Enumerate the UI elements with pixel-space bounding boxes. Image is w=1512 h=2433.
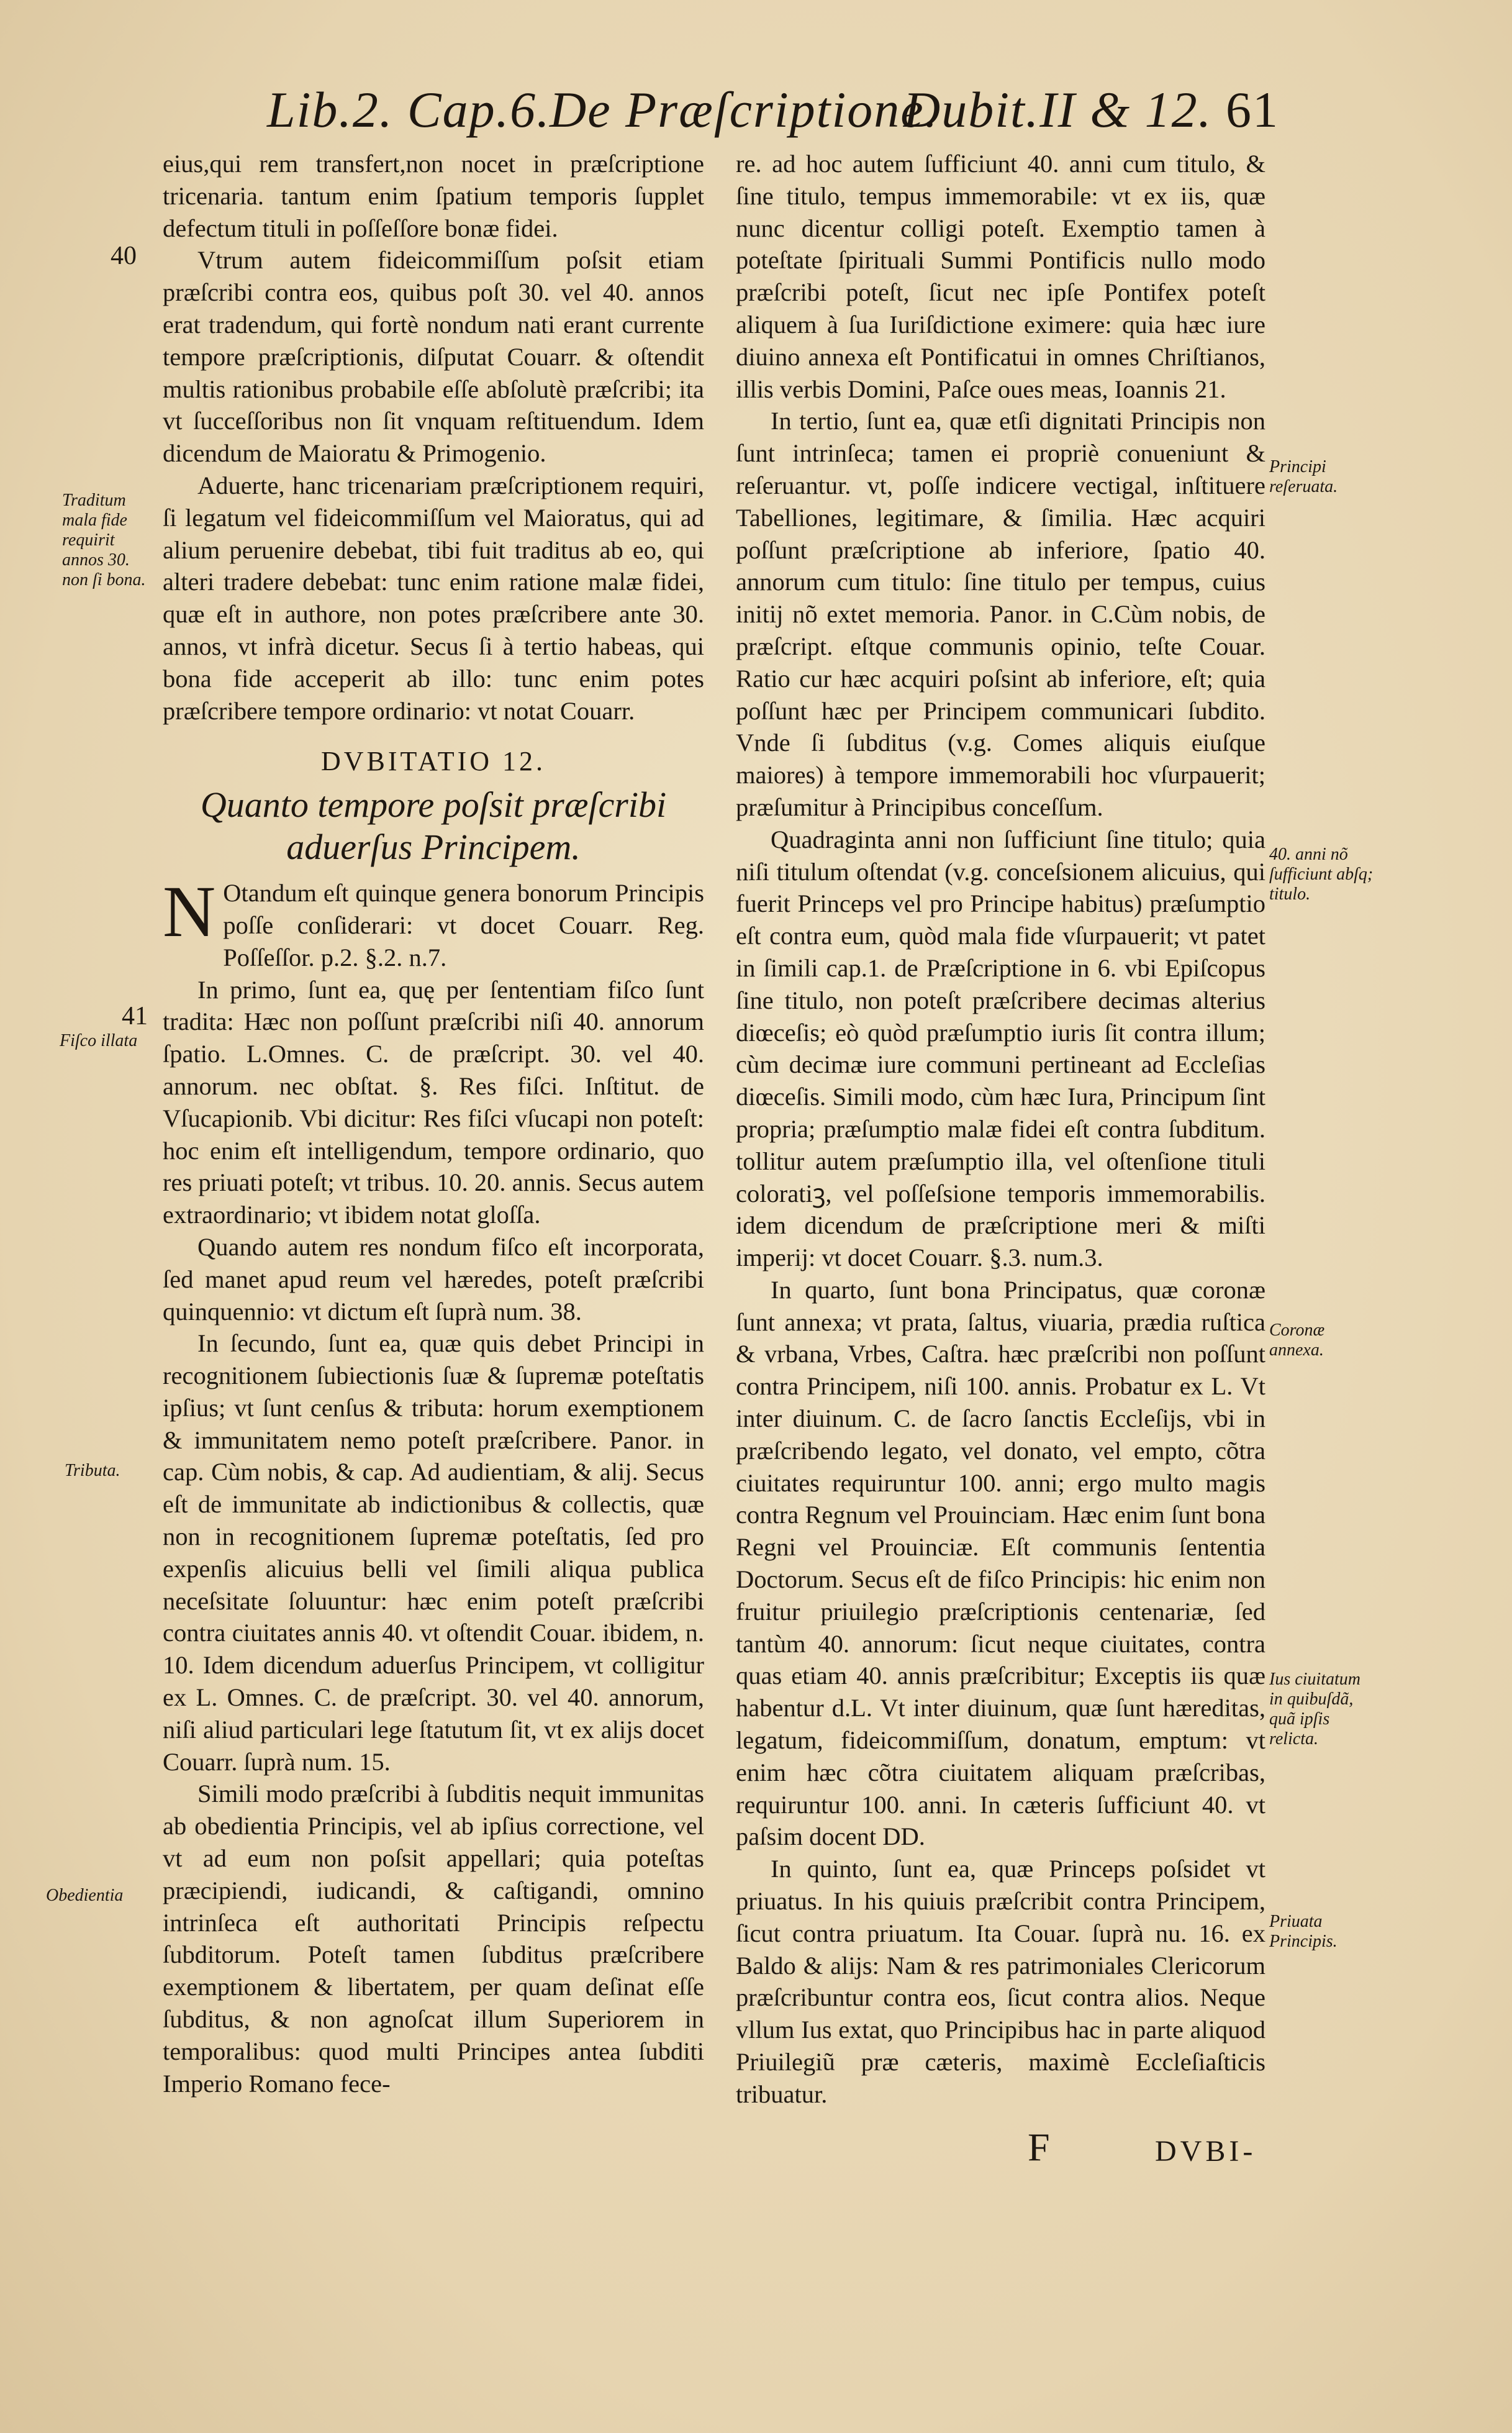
- margin-note-obedientia: Obedientia: [46, 1886, 124, 1905]
- signature-mark: F: [1028, 2125, 1050, 2169]
- page-number: 61: [1226, 81, 1279, 138]
- paragraph: Quadraginta anni non ſufficiunt ſine titulo; quia niſi titulum oſtendat (v.g. conceſsionem alicuius, qui fuerit Princeps vel pro Principe habitus) præſumptio eſt contra eum, quòd mala fide vſurpauerit; vt patet in ſimili cap.1. de Præſcriptione in 6. vbi Epiſcopus ſine titulo, non poteſt præſcribere decimas alterius diœceſis; eò quòd præſumptio iuris ſit contra illum; cùm decimæ iure communi pertineant ad Eccleſias diœceſis. Simili modo, cùm hæc Iura, Principum ſint propria; præſumptio malæ fidei eſt contra ſubditum. tollitur autem præſumptio illa, vel oſtenſione tituli coloratiꝫ, vel poſſeſsione temporis immemorabilis. idem dicendum de præſcriptione meri & miſti imperij: vt docet Couarr. §.3. num.3.: [736, 825, 1265, 1272]
- running-header: [267, 75, 1279, 149]
- paragraph: In ſecundo, ſunt ea, quæ quis debet Principi in recognitionem ſubiectionis ſuæ & ſupremæ poteſtatis ipſius; vt ſunt cenſus & tributa: horum exemptionem & immunitatem nemo poteſt præſcribere. Panor. in cap. Cùm nobis, & cap. Ad audientiam, & alij. Secus eſt de immunitate ab indictionibus & collectis, quæ non in recognitionem ſupremæ poteſtatis, ſed pro expenſis alicuius belli vel ſimili aliqua publica neceſsitate ſoluuntur: hæc enim poteſt præſcribi contra ciuitates annis 40. vt oſtendit Couar. ibidem, n. 10. Idem dicendum aduerſus Principem, vt colligitur ex L. Omnes. C. de præſcript. 30. vel 40. annorum, niſi aliud particulari lege ſtatutum ſit, vt ex alijs docet Couarr. ſuprà num. 15.: [163, 1329, 704, 1776]
- right-column: [736, 148, 1265, 2111]
- header-book-chapter: Lib.2. Cap.6.: [267, 81, 551, 138]
- paragraph: re. ad hoc autem ſufficiunt 40. anni cum titulo, & ſine titulo, tempus immemorabile: vt ex iis, quæ nunc dicentur colligi poteſt. Exemptio tamen à poteſtate ſpirituali Summi Pontificis nullo modo præſcribi poteſt, ſicut nec ipſe Pontifex poteſt aliquem à ſua Iuriſdictione eximere: quia hæc iure diuino annexa eſt Pontificatui in omnes Chriſtianos, illis verbis Domini, Paſce oues meas, Ioannis 21.: [736, 150, 1265, 403]
- catchword: DVBI-: [1155, 2135, 1257, 2168]
- margin-note-privata-principis: Priuata Principis.: [1269, 1912, 1338, 1951]
- margin-note-fisco: Fiſco illata: [60, 1031, 138, 1050]
- dubitatio-heading: DVBITATIO 12.: [320, 746, 546, 777]
- paragraph: In tertio, ſunt ea, quæ etſi dignitati Principis non ſunt intrinſeca; tamen ei propriè conueniunt & reſeruantur. vt, poſſe indicere vectigal, inſtituere Tabelliones, legitimare, & ſimilia. Hæc acquiri poſſunt præſcriptione ab inferiore, ſpatio 40. annorum cum titulo: ſine titulo per tempus, cuius initij nõ extet memoria. Panor. in C.Cùm nobis, de præſcript. eſtque communis opinio, teſte Couar. Ratio cur hæc acquiri poſsint ab inferiore, eſt; quia poſſunt hæc per Principem communicari ſubdito. Vnde ſi ſubditus (v.g. Comes aliquis eiuſque maiores) à tempore immemorabili hoc vſurpauerit; præſumitur à Principibus conceſſum.: [736, 407, 1265, 821]
- paragraph: Vtrum autem fideicommiſſum poſsit etiam præſcribi contra eos, quibus poſt 30. vel 40. annos erat tradendum, qui fortè nondum nati erant currente tempore præſcriptionis, diſputat Couarr. & oſtendit multis rationibus probabile eſſe abſolutè præſcribi; ita vt ſucceſſoribus non ſit vnquam reſtituendum. Idem dicendum de Maioratu & Primogenio.: [163, 246, 704, 468]
- dubitatio-title: Quanto tempore poſsit præſcribi aduerſus Principem.: [200, 784, 667, 868]
- paragraph: In quarto, ſunt bona Principatus, quæ coronæ ſunt annexa; vt prata, ſaltus, viuaria, prædia ruſtica & vrbana, Vrbes, Caſtra. hæc præſcribi non poſſunt contra Principem, niſi 100. annis. Probatur ex L. Vt inter diuinum. C. de ſacro ſanctis Eccleſijs, vbi in præſcribendo legato, vel donato, vel empto, cõtra ciuitates requiruntur 100. anni; ergo multo magis contra Regnum vel Prouinciam. Hæc enim ſunt bona Regni vel Prouinciæ. Eſt communis ſententia Doctorum. Secus eſt de fiſco Principis: hic enim non fruitur priuilegio præſcriptionis centenariæ, ſed tantùm 40. annorum: ſicut neque ciuitates, contra quas etiam 40. annis præſcribitur; Exceptis iis quæ habentur d.L. Vt inter diuinum, quæ ſunt hæreditas, legatum, fideicommiſſum, donatum, emptum: vt enim hæc cõtra ciuitatem aliquam præſcribas, requiruntur 100. anni. In cæteris ſufficiunt 40. vt paſsim docent DD.: [736, 1275, 1265, 1851]
- left-column: [163, 148, 704, 2099]
- header-dubitationes: Dubit.II & 12.: [903, 81, 1213, 138]
- margin-note-tributa: Tributa.: [65, 1461, 120, 1480]
- margin-number-40: 40: [111, 242, 137, 270]
- paragraph: Quando autem res nondum fiſco eſt incorporata, ſed manet apud reum vel hæredes, poteſt præſcribi quinquennio: vt dictum eſt ſuprà num. 38.: [163, 1232, 704, 1326]
- paragraph-with-dropcap: [163, 871, 704, 973]
- paragraph: Simili modo præſcribi à ſubditis nequit immunitas ab obedientia Principis, vel ab ipſius correctione, vel vt ad eum non poſsit appellari; quia poteſtas præcipiendi, iudicandi, & caſtigandi, omnino intrinſeca eſt authoritati Principis reſpectu ſubditorum. Poteſt tamen ſubditus præſcribere exemptionem & libertatem, per quam deſinat eſſe ſubditus, & non agnoſcat illum Superiorem in temporalibus: quod multi Principes antea ſubditi Imperio Romano fece-: [163, 1780, 704, 2098]
- paragraph-text: Otandum eſt quinque genera bonorum Principis poſſe conſiderari: vt docet Couarr. Reg. Poſſeſſor. p.2. §.2. n.7.: [223, 879, 704, 971]
- paragraph: In quinto, ſunt ea, quæ Princeps poſsidet vt priuatus. In his quiuis præſcribit contra Principem, ſicut contra priuatum. Ita Couar. ſuprà nu. 16. ex Baldo & alijs: Nam & res patrimoniales Clericorum præſcribuntur contra eos, ſicut contra alios. Neque vllum Ius extat, quo Principibus hac in parte aliquod Priuilegiũ præ cæteris, maximè Eccleſiaſticis tribuatur.: [736, 1855, 1265, 2108]
- drop-cap: N: [163, 871, 216, 953]
- margin-note-principi-reservata: Principi reſeruata.: [1269, 457, 1338, 496]
- margin-note-coronae-annexa: Coronæ annexa.: [1269, 1321, 1325, 1360]
- paragraph: eius,qui rem transfert,non nocet in præſcriptione tricenaria. tantum enim ſpatium temporis ſupplet defectum tituli in poſſeſſore bonæ fidei.: [163, 150, 704, 242]
- paragraph: In primo, ſunt ea, quę per ſententiam fiſco ſunt tradita: Hæc non poſſunt præſcribi niſi 40. annorum ſpatio. L.Omnes. C. de præſcript. 30. vel 40. annorum. nec obſtat. §. Res fiſci. Inſtitut. de Vſucapionib. Vbi dicitur: Res fiſci vſucapi non poteſt: hoc enim eſt intelligendum, tempore ordinario, quo res priuati poteſt; vt tribus. 10. 20. annis. Secus autem extraordinario; vt ibidem notat gloſſa.: [163, 975, 704, 1229]
- margin-note-traditum: Traditum mala fide requirit annos 30. non ſi bona.: [62, 491, 146, 589]
- margin-note-40-anni: 40. anni nõ ſufficiunt abſq; titulo.: [1269, 845, 1374, 904]
- header-title: De Præſcriptione.: [550, 81, 939, 138]
- paragraph: Aduerte, hanc tricenariam præſcriptionem requiri, ſi legatum vel fideicommiſſum vel Maioratus, qui ad alium peruenire debebat, tibi fuit traditus ab eo, qui alteri tradere debebat: tunc enim ratione malæ fidei, quæ eſt in authore, non potes præſcribere ante 30. annos, vt infrà dicetur. Secus ſi à tertio habeas, qui bona fide acceperit ab illo: tunc enim potes præſcribere tempore ordinario: vt notat Couarr.: [163, 471, 704, 725]
- margin-number-41: 41: [122, 1002, 148, 1030]
- margin-note-ius-civitatum: Ius ciuitatum in quibuſdã, quã ipſis relicta.: [1269, 1670, 1360, 1749]
